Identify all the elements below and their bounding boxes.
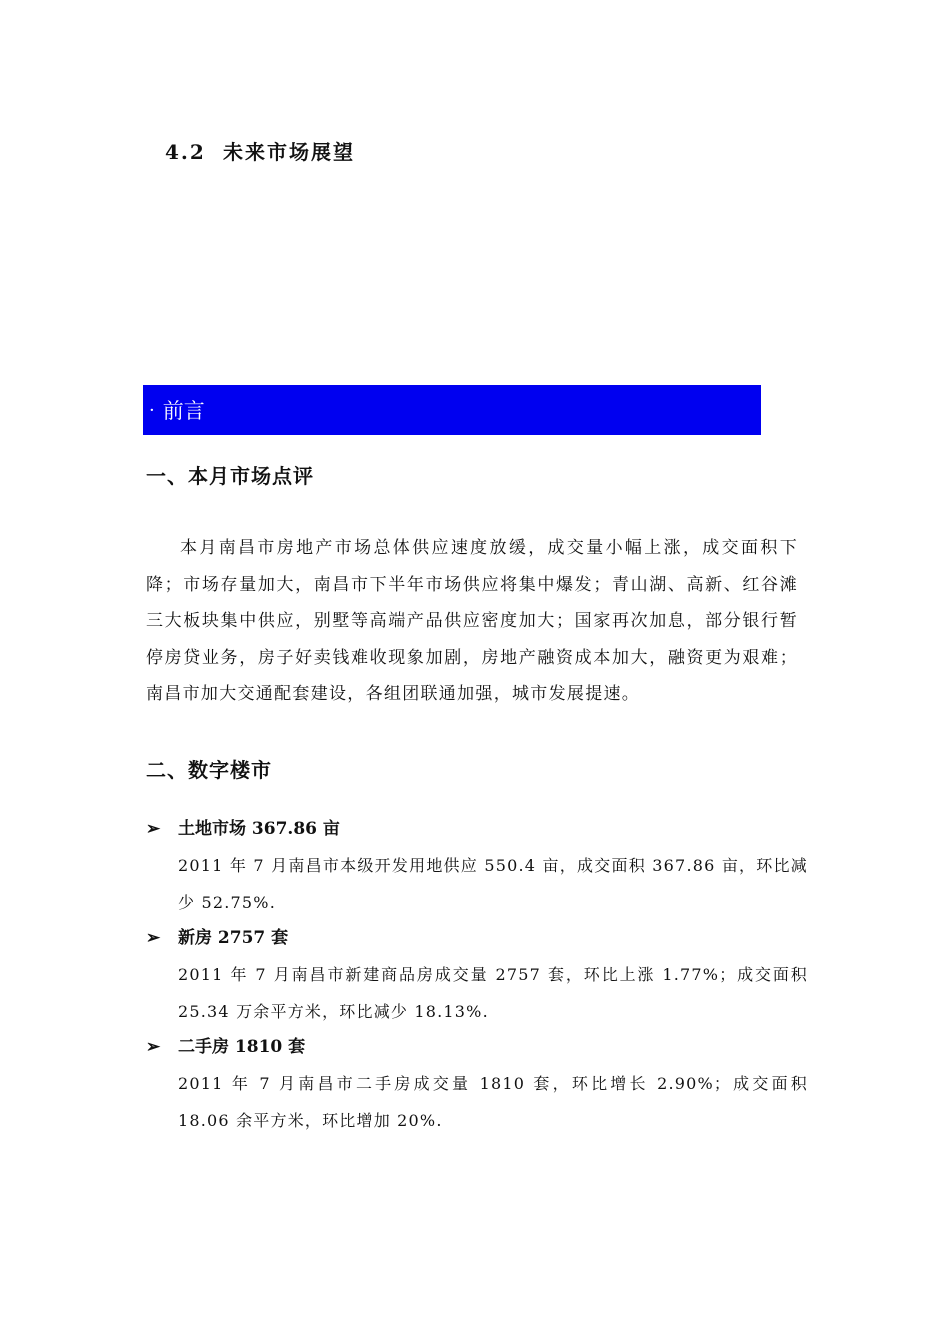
toc-number: 4.2 [165,140,206,164]
foreword-banner [143,385,761,435]
banner-title: 前言 [162,399,205,423]
arrow-bullet-icon: ➢ [146,1037,161,1057]
section-heading-digital-market: 二、数字楼市 [146,758,272,782]
toc-entry [165,136,355,165]
list-item-land-body: 2011 年 7 月南昌市本级开发用地供应 550.4 亩，成交面积 367.86 亩，环比减少 52.75%. [178,856,808,912]
list-item-new-homes-title [146,923,288,948]
list-item-title: 新房 2757 套 [178,928,289,948]
list-item-resale-title [146,1032,305,1057]
market-review-paragraph: 本月南昌市房地产市场总体供应速度放缓，成交量小幅上涨，成交面积下降；市场存量加大，南昌市下半年市场供应将集中爆发；青山湖、高新、红谷滩三大板块集中供应，别墅等高端产品供应密度加大；国家再次加息，部分银行暂停房贷业务，房子好卖钱难收现象加剧，房地产融资成本加大，融资更为艰难；南昌市加大交通配套建设，各组团联通加强，城市发展提速。 [146,538,798,704]
banner-bullet: · [149,399,155,421]
list-item-land-title [146,814,340,839]
toc-title: 未来市场展望 [223,140,355,164]
list-item-new-homes-body: 2011 年 7 月南昌市新建商品房成交量 2757 套，环比上涨 1.77%；成交面积 25.34 万余平方米，环比减少 18.13%. [178,965,808,1021]
section-heading-market-review: 一、本月市场点评 [146,464,314,488]
list-item-resale-body: 2011 年 7 月南昌市二手房成交量 1810 套，环比增长 2.90%；成交面积 18.06 余平方米，环比增加 20%. [178,1074,808,1130]
arrow-bullet-icon: ➢ [146,819,161,839]
list-item-title: 土地市场 367.86 亩 [178,819,340,839]
arrow-bullet-icon: ➢ [146,928,161,948]
list-item-title: 二手房 1810 套 [178,1037,306,1057]
